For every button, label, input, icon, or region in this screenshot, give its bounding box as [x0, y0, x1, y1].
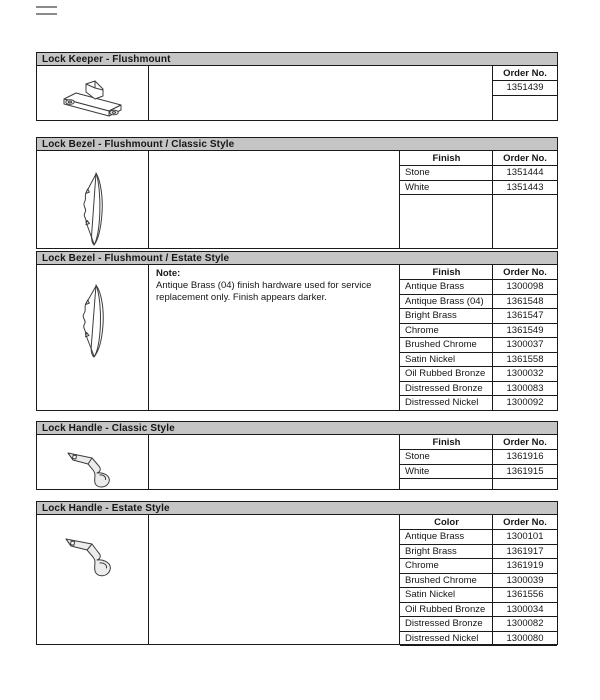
finish-order-table [399, 435, 557, 489]
finish-order-table [399, 265, 557, 410]
finish-cell: Distressed Nickel [405, 397, 479, 409]
finish-cell: Chrome [405, 560, 439, 572]
table-row [400, 181, 557, 196]
finish-column-header: Finish [432, 266, 461, 278]
order-table [492, 66, 557, 120]
finish-cell: Bright Brass [405, 310, 457, 322]
order-number-cell: 1300032 [506, 368, 544, 380]
lock-bezel-estate-drawing [37, 265, 149, 410]
table-row [400, 465, 557, 480]
finish-cell: White [405, 465, 430, 477]
table-row [400, 603, 557, 618]
order-column-header: Order No. [503, 266, 547, 278]
table-row [400, 545, 557, 560]
order-number-cell: 1300034 [506, 603, 544, 615]
order-number-cell: 1361547 [506, 310, 544, 322]
finish-cell: Distressed Bronze [405, 618, 483, 630]
table-header-row [400, 435, 557, 450]
order-number-cell: 1361549 [506, 324, 544, 336]
order-number-cell: 1351439 [506, 82, 544, 94]
order-column-header: Order No. [503, 516, 547, 528]
order-number-cell: 1361548 [506, 295, 544, 307]
section-table [36, 151, 558, 249]
note-cell [149, 265, 399, 410]
empty-description-cell [149, 515, 399, 644]
table-header-row [400, 265, 557, 280]
section-lock-bezel-estate [36, 251, 558, 411]
table-row [400, 382, 557, 397]
finish-cell: Antique Brass [405, 531, 465, 543]
finish-order-table [399, 151, 557, 248]
table-row [400, 353, 557, 368]
table-row [400, 530, 557, 545]
table-row [400, 280, 557, 295]
order-number-cell: 1300083 [506, 382, 544, 394]
section-title: Lock Bezel - Flushmount / Estate Style [36, 251, 558, 265]
finish-cell: Bright Brass [405, 545, 457, 557]
order-number-cell: 1300098 [506, 281, 544, 293]
finish-column-header: Finish [432, 152, 461, 164]
finish-cell: Satin Nickel [405, 353, 456, 365]
section-title: Lock Keeper - Flushmount [36, 52, 558, 66]
section-table [36, 66, 558, 121]
section-title: Lock Handle - Estate Style [36, 501, 558, 515]
table-row [400, 588, 557, 603]
order-number-cell: 1351444 [506, 167, 544, 179]
table-row [400, 338, 557, 353]
order-number-cell: 1300039 [506, 574, 544, 586]
finish-column-header: Finish [432, 436, 461, 448]
finish-cell: Distressed Bronze [405, 382, 483, 394]
table-row [400, 295, 557, 310]
section-table [36, 265, 558, 411]
order-number-cell: 1351443 [506, 181, 544, 193]
lock-handle-classic-drawing [37, 435, 149, 489]
order-number-cell: 1361916 [506, 451, 544, 463]
finish-cell: Satin Nickel [405, 589, 456, 601]
order-number-cell: 1300080 [506, 632, 544, 644]
table-row [400, 450, 557, 465]
finish-cell: Brushed Chrome [405, 339, 477, 351]
section-lock-handle-estate [36, 501, 558, 645]
table-row [493, 81, 557, 96]
order-number-cell: 1361556 [506, 589, 544, 601]
note-text: Antique Brass (04) finish hardware used for service replacement only. Finish appears darker. [156, 280, 372, 303]
page-corner-mark [36, 13, 57, 15]
table-row [400, 396, 557, 411]
section-table [36, 515, 558, 645]
order-number-cell: 1300101 [506, 531, 544, 543]
color-order-table [399, 515, 557, 644]
lock-keeper-drawing [37, 66, 149, 120]
table-header-row [400, 151, 557, 166]
table-row [400, 324, 557, 339]
empty-description-cell [149, 66, 492, 120]
table-header-row [400, 515, 557, 530]
finish-cell: Stone [405, 167, 430, 179]
table-row [400, 574, 557, 589]
note-label: Note: [156, 268, 181, 279]
order-number-cell: 1361915 [506, 465, 544, 477]
order-column-header: Order No. [503, 436, 547, 448]
finish-cell: Antique Brass (04) [405, 295, 484, 307]
lock-handle-estate-drawing [37, 515, 149, 644]
finish-cell: White [405, 181, 430, 193]
finish-cell: Stone [405, 451, 430, 463]
order-column-header: Order No. [503, 67, 547, 79]
section-lock-handle-classic [36, 421, 558, 490]
empty-description-cell [149, 151, 399, 248]
finish-cell: Distressed Nickel [405, 632, 479, 644]
section-table [36, 435, 558, 490]
table-row [400, 617, 557, 632]
finish-cell: Oil Rubbed Bronze [405, 603, 486, 615]
page-corner-mark [36, 6, 57, 8]
section-title: Lock Bezel - Flushmount / Classic Style [36, 137, 558, 151]
finish-cell: Oil Rubbed Bronze [405, 368, 486, 380]
section-lock-keeper-flushmount [36, 52, 558, 121]
table-row [400, 559, 557, 574]
order-number-cell: 1300037 [506, 339, 544, 351]
section-title: Lock Handle - Classic Style [36, 421, 558, 435]
lock-bezel-classic-drawing [37, 151, 149, 248]
finish-cell: Antique Brass [405, 281, 465, 293]
table-row [400, 367, 557, 382]
finish-cell: Chrome [405, 324, 439, 336]
section-lock-bezel-classic [36, 137, 558, 249]
order-column-header: Order No. [503, 152, 547, 164]
finish-column-header: Color [434, 516, 459, 528]
order-number-cell: 1361558 [506, 353, 544, 365]
finish-cell: Brushed Chrome [405, 574, 477, 586]
table-row [400, 166, 557, 181]
table-row [400, 632, 557, 647]
order-number-cell: 1361919 [506, 560, 544, 572]
empty-description-cell [149, 435, 399, 489]
table-header-row [493, 66, 557, 81]
order-number-cell: 1300092 [506, 397, 544, 409]
order-number-cell: 1300082 [506, 618, 544, 630]
order-number-cell: 1361917 [506, 545, 544, 557]
table-row [400, 309, 557, 324]
